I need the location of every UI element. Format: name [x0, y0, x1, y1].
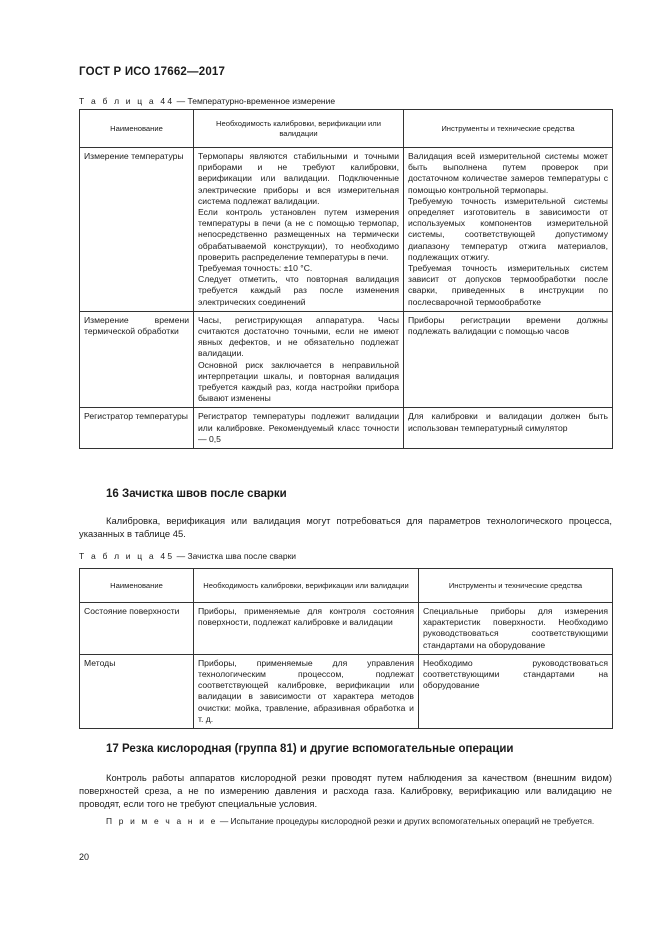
row-tools-cell [404, 408, 613, 449]
cell-paragraph: Валидация всей измерительной системы может быть выполнена путем проверок при достаточном количестве замеров температуры с помощью контрольной термопары. [408, 151, 608, 195]
row-name-cell: Регистратор температуры [80, 408, 194, 449]
table-row [80, 148, 613, 312]
cell-paragraph: Специальные приборы для измерения характеристик поверхности. Необходимо руководствоваться соответствующими стандартами на оборудование [423, 606, 608, 650]
cell-paragraph: Регистратор температуры подлежит валидации или калибровке. Рекомендуемый класс точности — 0,5 [198, 411, 399, 444]
table-44-caption [79, 96, 335, 106]
row-need-cell [194, 148, 404, 312]
row-need-cell [194, 311, 404, 408]
cell-paragraph: Требуемая точность измерительных систем зависит от допусков термообработки после сварки, приведенных в инструкции по послесварочной термообработке [408, 263, 608, 307]
table-44-caption-label: Т а б л и ц а 44 [79, 96, 175, 106]
table-45-caption [79, 551, 296, 561]
cell-paragraph: Основной риск заключается в неправильной интерпретации шкалы, и повторная валидация требуется каждый раз, когда настройки прибора бывают изменены [198, 359, 399, 404]
row-tools-cell [419, 603, 613, 655]
row-need-cell [194, 654, 419, 728]
table-45-caption-text: — Зачистка шва после сварки [174, 551, 297, 561]
cell-paragraph: Следует отметить, что повторная валидация требуется каждый раз после изменения электрических соединений [198, 274, 399, 307]
section-16-title: 16 Зачистка швов после сварки [106, 488, 287, 500]
cell-paragraph: Приборы, применяемые для управления технологическим процессом, подлежат соответствующей калибровке, верификации или валидации в зависимости от характера методов очистки: мойка, травление, абразивная обработка и т. д. [198, 657, 414, 724]
table-row [80, 654, 613, 728]
table-44-caption-text: — Температурно-временное измерение [174, 96, 336, 106]
row-tools-cell [404, 148, 613, 312]
cell-paragraph: Требуемая точность: ±10 °C. [198, 263, 313, 274]
cell-paragraph: Часы, регистрирующая аппаратура. Часы считаются достаточно точными, если не имеют явных дефектов, и не обязательно подлежат валидации. [198, 314, 399, 359]
row-need-cell [194, 603, 419, 655]
column-header-need: Необходимость калибровки, верификации или валидации [194, 110, 404, 148]
cell-paragraph: Требуемую точность измерительной системы определяет изготовитель в зависимости от используемых компонентов измерительной системы, соответствующей допустимому диапазону температур отжига материалов, подлежащих отжигу. [408, 195, 608, 262]
row-name-cell: Методы [80, 654, 194, 728]
row-name-cell: Измерение температуры [80, 148, 194, 312]
row-tools-cell [404, 311, 613, 408]
note-label: П р и м е ч а н и е [106, 816, 218, 826]
section-17-note [79, 815, 612, 827]
column-header-tools: Инструменты и технические средства [419, 569, 613, 603]
table-row [80, 408, 613, 449]
column-header-need: Необходимость калибровки, верификации или валидации [194, 569, 419, 603]
cell-paragraph: Если контроль установлен путем измерения температуры в печи (а не с помощью термопар, непосредственно размещенных на термически обрабатываемой конструкции), то необходимо проверить распределение температуры в печи. [198, 207, 399, 262]
table-row [80, 311, 613, 408]
section-17-title: 17 Резка кислородная (группа 81) и другие вспомогательные операции [106, 743, 514, 755]
column-header-name: Наименование [80, 569, 194, 603]
document-header: ГОСТ Р ИСО 17662—2017 [79, 66, 226, 78]
cell-paragraph: Приборы регистрации времени должны подлежать валидации с помощью часов [408, 314, 608, 337]
cell-paragraph: Приборы, применяемые для контроля состояния поверхности, подлежат калибровке и валидации [198, 606, 414, 628]
row-tools-cell [419, 654, 613, 728]
row-name-cell: Измерение времени термической обработки [80, 311, 194, 408]
table-45-caption-label: Т а б л и ц а 45 [79, 551, 175, 561]
table-header-row [80, 569, 613, 603]
section-17-text: Контроль работы аппаратов кислородной резки проводят путем наблюдения за качеством (внешним видом) поверхностей среза, а не по измерению давления и расхода газа. Калибровку, верификацию или валидацию не проводят, если того не требуют специальные условия. [79, 772, 612, 809]
column-header-name: Наименование [80, 110, 194, 148]
table-44 [79, 109, 613, 449]
cell-paragraph: Термопары являются стабильными и точными приборами и не требуют калибровки, верификации или валидации. Подключенные электрические приборы и вся измерительная система подлежат валидации. [198, 151, 399, 206]
row-need-cell [194, 408, 404, 449]
cell-paragraph: Необходимо руководствоваться соответствующими стандартами на оборудование [423, 657, 608, 691]
note-text: — Испытание процедуры кислородной резки и других вспомогательных операций не требуется. [217, 816, 595, 826]
column-header-tools: Инструменты и технические средства [404, 110, 613, 148]
cell-paragraph: Для калибровки и валидации должен быть использован температурный симулятор [408, 411, 608, 433]
page-number: 20 [79, 852, 90, 862]
section-16-text: Калибровка, верификация или валидация могут потребоваться для параметров технологического процесса, указанных в таблице 45. [79, 515, 612, 539]
row-name-cell: Состояние поверхности [80, 603, 194, 655]
table-row [80, 603, 613, 655]
table-header-row [80, 110, 613, 148]
table-45 [79, 568, 613, 729]
